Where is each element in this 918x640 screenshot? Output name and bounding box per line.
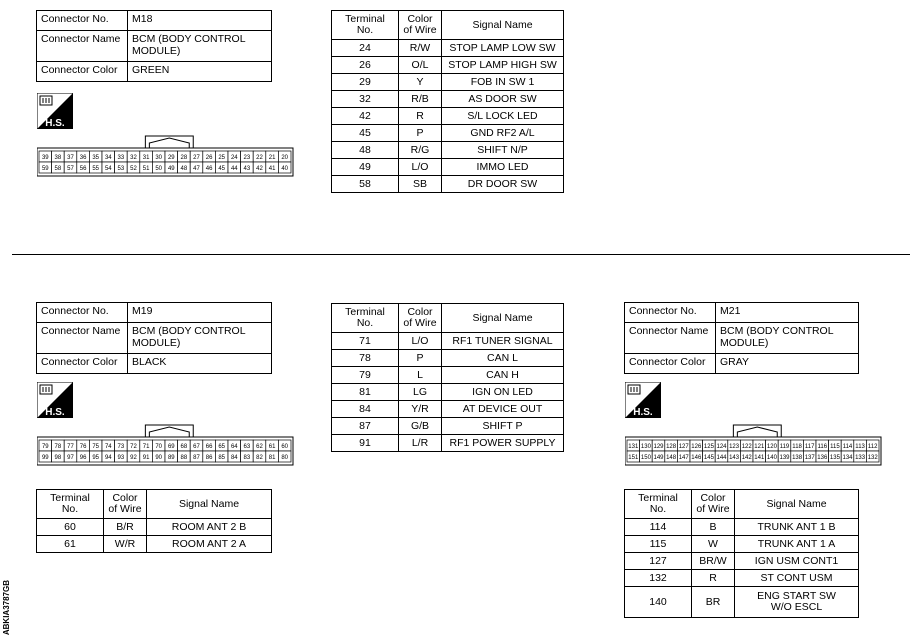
pin-number: 118 [792,444,802,450]
m18-connector-no: M18 [128,11,272,31]
pin-number: 140 [766,455,777,461]
label-connector-name: Connector Name [37,323,128,354]
pin-number: 31 [142,155,150,161]
pin-number: 115 [830,444,840,450]
signal-name-cell: TRUNK ANT 1 B [735,519,859,536]
terminal-no-cell: 32 [332,91,399,108]
terminal-no-cell: 49 [332,159,399,176]
terminal-no-cell: 91 [332,435,399,452]
pin-number: 142 [741,455,752,461]
pin-number: 21 [268,155,276,161]
table-row [37,519,272,536]
pin-number: 27 [193,155,200,161]
header-signal-name: Signal Name [735,490,859,519]
terminal-no-cell: 60 [37,519,104,536]
pin-number: 73 [117,444,125,450]
pin-number: 48 [180,166,188,172]
pin-number: 52 [130,166,137,172]
wire-color-cell: R [692,570,735,587]
header-color-of-wire: Color of Wire [399,11,442,40]
table-row [625,553,859,570]
wire-color-cell: P [399,350,442,367]
pin-number: 44 [230,166,238,172]
terminal-no-cell: 29 [332,74,399,91]
table-row [37,536,272,553]
pin-number: 85 [218,455,226,461]
pin-number: 144 [716,455,727,461]
pin-number: 66 [205,444,213,450]
terminal-no-cell: 58 [332,176,399,193]
signal-name-cell: ENG START SW W/O ESCL [735,587,859,618]
pin-number: 39 [41,155,49,161]
pin-number: 77 [67,444,74,450]
pin-number: 41 [268,166,276,172]
pin-number: 22 [256,155,263,161]
pin-number: 121 [754,444,765,450]
table-row [332,176,564,193]
pin-number: 25 [218,155,226,161]
wire-color-cell: Y/R [399,401,442,418]
signal-name-cell: TRUNK ANT 1 A [735,536,859,553]
terminal-no-cell: 84 [332,401,399,418]
pin-number: 148 [666,455,677,461]
pin-number: 99 [41,455,49,461]
table-row [332,350,564,367]
pin-number: 143 [729,455,740,461]
terminal-no-cell: 87 [332,418,399,435]
signal-name-cell: ST CONT USM [735,570,859,587]
header-terminal-no: Terminal No. [332,11,399,40]
pin-number: 47 [193,166,200,172]
pin-number: 146 [691,455,702,461]
terminal-no-cell: 81 [332,384,399,401]
label-connector-no: Connector No. [625,303,716,323]
terminal-no-cell: 42 [332,108,399,125]
wire-color-cell: R [399,108,442,125]
signal-name-cell: ROOM ANT 2 A [147,536,272,553]
wire-color-cell: G/B [399,418,442,435]
wire-color-cell: B/R [104,519,147,536]
hs-icon [37,382,73,418]
pin-number: 137 [804,455,815,461]
table-row [332,333,564,350]
pin-number: 43 [243,166,251,172]
pin-number: 135 [829,455,840,461]
m18-info-table [36,10,272,82]
terminal-no-cell: 79 [332,367,399,384]
m19-signal-table-b [331,303,564,452]
m18-connector-face [37,134,295,180]
hs-label: H.S. [45,118,65,129]
pin-number: 55 [92,166,100,172]
pin-number: 93 [117,455,125,461]
pin-number: 65 [218,444,226,450]
pin-number: 59 [41,166,49,172]
pin-number: 147 [678,455,689,461]
pin-number: 79 [41,444,49,450]
table-row [332,384,564,401]
pin-number: 89 [167,455,175,461]
pin-number: 60 [281,444,289,450]
pin-number: 136 [817,455,828,461]
signal-name-cell: CAN H [442,367,564,384]
table-row [625,570,859,587]
table-row [332,401,564,418]
pin-number: 120 [766,444,777,450]
wire-color-cell: BR [692,587,735,618]
terminal-no-cell: 114 [625,519,692,536]
m21-signal-table [624,489,859,618]
terminal-no-cell: 132 [625,570,692,587]
table-row [332,74,564,91]
connector-latch [145,425,193,437]
table-row [332,159,564,176]
pin-number: 71 [142,444,150,450]
table-row [625,519,859,536]
pin-number: 151 [628,455,639,461]
pin-number: 20 [281,155,289,161]
header-color-of-wire: Color of Wire [104,490,147,519]
pin-number: 119 [779,444,790,450]
pin-number: 95 [92,455,100,461]
label-connector-no: Connector No. [37,303,128,323]
signal-name-cell: IGN ON LED [442,384,564,401]
m21-info-table [624,302,859,374]
pin-number: 131 [628,444,639,450]
header-color-of-wire: Color of Wire [399,304,442,333]
pin-number: 117 [804,444,815,450]
pin-number: 130 [640,444,651,450]
pin-number: 67 [193,444,200,450]
wire-color-cell: BR/W [692,553,735,570]
pin-number: 24 [230,155,238,161]
pin-number: 141 [754,455,765,461]
pin-number: 64 [230,444,238,450]
pin-number: 124 [716,444,727,450]
pin-number: 122 [741,444,752,450]
header-signal-name: Signal Name [442,304,564,333]
pin-number: 81 [268,455,276,461]
pin-number: 90 [155,455,163,461]
table-row [332,367,564,384]
connector-latch [733,425,781,437]
terminal-no-cell: 24 [332,40,399,57]
pin-number: 53 [117,166,125,172]
pin-number: 129 [653,444,664,450]
pin-number: 58 [54,166,62,172]
pin-number: 33 [117,155,125,161]
pin-number: 46 [205,166,213,172]
signal-name-cell: AS DOOR SW [442,91,564,108]
pin-number: 145 [703,455,714,461]
terminal-no-cell: 140 [625,587,692,618]
signal-name-cell: IGN USM CONT1 [735,553,859,570]
pin-number: 91 [142,455,150,461]
table-row [332,108,564,125]
pin-number: 38 [54,155,62,161]
terminal-no-cell: 61 [37,536,104,553]
pin-number: 57 [67,166,74,172]
pin-number: 75 [92,444,100,450]
signal-name-cell: AT DEVICE OUT [442,401,564,418]
pin-number: 112 [867,444,878,450]
pin-number: 86 [205,455,213,461]
wire-color-cell: R/B [399,91,442,108]
terminal-no-cell: 127 [625,553,692,570]
terminal-no-cell: 26 [332,57,399,74]
header-terminal-no: Terminal No. [332,304,399,333]
pin-number: 97 [67,455,74,461]
signal-name-cell: RF1 TUNER SIGNAL [442,333,564,350]
signal-name-cell: FOB IN SW 1 [442,74,564,91]
pin-number: 62 [256,444,263,450]
m19-connector-name: BCM (BODY CONTROL MODULE) [128,323,272,354]
table-row [332,418,564,435]
pin-number: 139 [779,455,790,461]
pin-number: 126 [691,444,702,450]
hs-label: H.S. [45,407,65,418]
pin-number: 125 [703,444,714,450]
wire-color-cell: P [399,125,442,142]
wire-color-cell: Y [399,74,442,91]
m21-connector-color: GRAY [716,354,859,374]
signal-name-cell: CAN L [442,350,564,367]
table-row [625,536,859,553]
header-color-of-wire: Color of Wire [692,490,735,519]
header-signal-name: Signal Name [442,11,564,40]
m21-connector-face [625,423,883,469]
m21-connector-no: M21 [716,303,859,323]
pin-number: 127 [678,444,689,450]
terminal-no-cell: 48 [332,142,399,159]
table-row [332,435,564,452]
pin-number: 49 [167,166,175,172]
pin-number: 56 [79,166,87,172]
pin-number: 35 [92,155,100,161]
wire-color-cell: R/W [399,40,442,57]
header-signal-name: Signal Name [147,490,272,519]
pin-number: 123 [729,444,740,450]
pin-number: 98 [54,455,62,461]
pin-number: 50 [155,166,163,172]
pin-number: 36 [79,155,87,161]
pin-number: 133 [855,455,866,461]
pin-number: 87 [193,455,200,461]
pin-number: 83 [243,455,251,461]
label-connector-name: Connector Name [625,323,716,354]
label-connector-name: Connector Name [37,31,128,62]
pin-number: 116 [817,444,828,450]
section-divider [12,254,910,255]
pin-number: 32 [130,155,137,161]
pin-number: 80 [281,455,289,461]
table-row [625,587,859,618]
signal-name-cell: IMMO LED [442,159,564,176]
table-row [332,40,564,57]
wire-color-cell: SB [399,176,442,193]
pin-number: 51 [142,166,150,172]
figure-code: ABKIA3787GB [2,580,11,636]
m18-connector-color: GREEN [128,62,272,82]
pin-number: 42 [256,166,263,172]
pin-number: 28 [180,155,188,161]
pin-number: 37 [67,155,74,161]
signal-name-cell: GND RF2 A/L [442,125,564,142]
label-connector-color: Connector Color [37,62,128,82]
pin-number: 29 [167,155,175,161]
table-row [332,91,564,108]
pin-number: 132 [867,455,878,461]
pin-number: 113 [855,444,865,450]
terminal-no-cell: 71 [332,333,399,350]
signal-name-cell: STOP LAMP HIGH SW [442,57,564,74]
pin-number: 70 [155,444,163,450]
signal-name-cell: STOP LAMP LOW SW [442,40,564,57]
table-row [332,125,564,142]
pin-number: 76 [79,444,87,450]
pin-number: 94 [104,455,112,461]
wire-color-cell: L [399,367,442,384]
table-row [332,142,564,159]
m18-connector-name: BCM (BODY CONTROL MODULE) [128,31,272,62]
pin-number: 74 [104,444,112,450]
hs-icon [37,93,73,129]
wire-color-cell: W/R [104,536,147,553]
pin-number: 92 [130,455,137,461]
m18-signal-table [331,10,564,193]
hs-icon [625,382,661,418]
pin-number: 134 [842,455,853,461]
pin-number: 68 [180,444,188,450]
signal-name-cell: S/L LOCK LED [442,108,564,125]
pin-number: 150 [640,455,651,461]
pin-number: 23 [243,155,251,161]
label-connector-color: Connector Color [625,354,716,374]
connector-latch [145,136,193,148]
pin-number: 45 [218,166,226,172]
wire-color-cell: LG [399,384,442,401]
header-terminal-no: Terminal No. [37,490,104,519]
signal-name-cell: SHIFT P [442,418,564,435]
m19-info-table [36,302,272,374]
hs-label: H.S. [633,407,653,418]
wire-color-cell: R/G [399,142,442,159]
wire-color-cell: L/O [399,333,442,350]
pin-number: 72 [130,444,137,450]
terminal-no-cell: 45 [332,125,399,142]
m19-signal-table-a [36,489,272,553]
m21-connector-name: BCM (BODY CONTROL MODULE) [716,323,859,354]
pin-number: 40 [281,166,289,172]
pin-number: 149 [653,455,664,461]
pin-number: 96 [79,455,87,461]
signal-name-cell: ROOM ANT 2 B [147,519,272,536]
pin-number: 78 [54,444,62,450]
wire-color-cell: O/L [399,57,442,74]
pin-number: 30 [155,155,163,161]
signal-name-cell: RF1 POWER SUPPLY [442,435,564,452]
pin-number: 88 [180,455,188,461]
terminal-no-cell: 78 [332,350,399,367]
label-connector-no: Connector No. [37,11,128,31]
signal-name-cell: DR DOOR SW [442,176,564,193]
wire-color-cell: L/R [399,435,442,452]
terminal-no-cell: 115 [625,536,692,553]
pin-number: 63 [243,444,251,450]
pin-number: 61 [268,444,276,450]
m19-connector-face [37,423,295,469]
pin-number: 82 [256,455,263,461]
pin-number: 26 [205,155,213,161]
pin-number: 84 [230,455,238,461]
wire-color-cell: W [692,536,735,553]
label-connector-color: Connector Color [37,354,128,374]
table-row [332,57,564,74]
pin-number: 128 [666,444,677,450]
signal-name-cell: SHIFT N/P [442,142,564,159]
wire-color-cell: B [692,519,735,536]
header-terminal-no: Terminal No. [625,490,692,519]
pin-number: 54 [104,166,112,172]
m19-connector-no: M19 [128,303,272,323]
pin-number: 69 [167,444,175,450]
pin-number: 138 [792,455,803,461]
pin-number: 34 [104,155,112,161]
wire-color-cell: L/O [399,159,442,176]
pin-number: 114 [842,444,853,450]
m19-connector-color: BLACK [128,354,272,374]
